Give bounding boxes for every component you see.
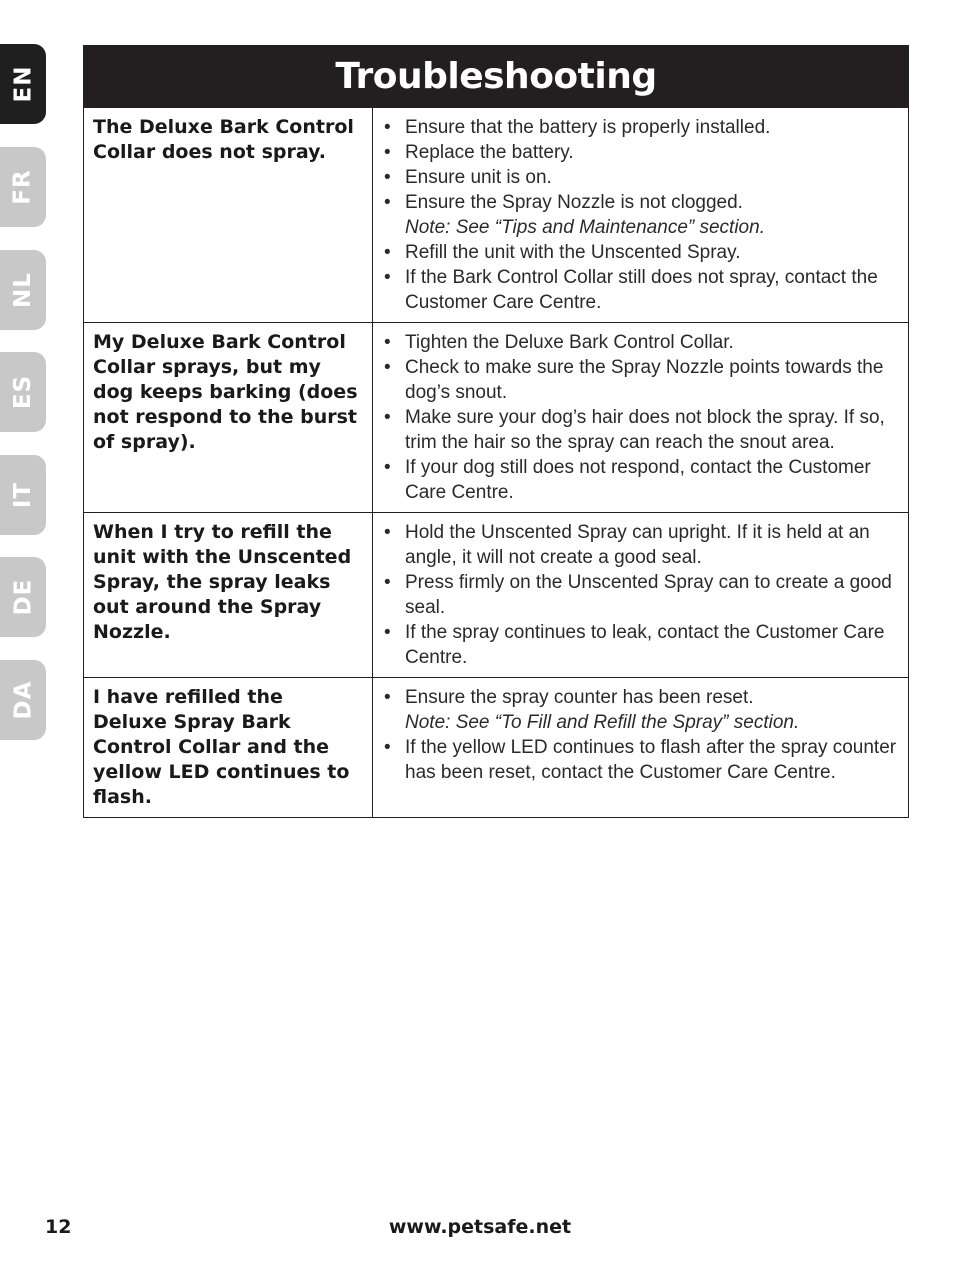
language-tab-label: EN — [10, 65, 36, 103]
solution-list — [382, 685, 899, 785]
list-item — [382, 140, 899, 165]
bullet-icon: • — [384, 267, 391, 288]
solution-text: Check to make sure the Spray Nozzle points towards the dog’s snout. — [405, 357, 884, 403]
problem-text: When I try to refill the unit with the Unscented Spray, the spray leaks out around the Spray Nozzle. — [93, 521, 352, 643]
problem-cell — [84, 678, 373, 818]
troubleshooting-table-body — [84, 108, 909, 818]
solution-text: Ensure that the battery is properly installed. — [405, 117, 771, 138]
language-tab-de[interactable] — [0, 557, 46, 637]
bullet-icon: • — [384, 167, 391, 188]
bullet-icon: • — [384, 572, 391, 593]
solution-text: Hold the Unscented Spray can upright. If it is held at an angle, it will not create a good seal. — [405, 522, 870, 568]
list-item — [382, 115, 899, 140]
list-item — [382, 570, 899, 620]
table-row — [84, 678, 909, 818]
solution-text: Press firmly on the Unscented Spray can to create a good seal. — [405, 572, 892, 618]
title-bar — [83, 45, 909, 107]
page-number: 12 — [45, 1216, 72, 1238]
bullet-icon: • — [384, 687, 391, 708]
bullet-icon: • — [384, 622, 391, 643]
list-item — [382, 685, 899, 735]
language-tab-da[interactable] — [0, 660, 46, 740]
list-item — [382, 240, 899, 265]
list-item — [382, 520, 899, 570]
troubleshooting-table — [83, 107, 909, 818]
language-tab-label: DA — [10, 680, 36, 720]
problem-text: My Deluxe Bark Control Collar sprays, but my dog keeps barking (does not respond to the burst of spray). — [93, 331, 358, 453]
solution-list — [382, 115, 899, 315]
solution-text: Ensure the spray counter has been reset. — [405, 687, 754, 708]
list-item — [382, 190, 899, 240]
solution-note: Note: See “Tips and Maintenance” section. — [405, 217, 765, 238]
solution-list — [382, 520, 899, 670]
language-tab-en[interactable] — [0, 44, 46, 124]
list-item — [382, 265, 899, 315]
list-item — [382, 355, 899, 405]
solution-list — [382, 330, 899, 505]
bullet-icon: • — [384, 357, 391, 378]
bullet-icon: • — [384, 242, 391, 263]
language-tab-label: ES — [10, 374, 36, 410]
solution-cell — [373, 108, 909, 323]
list-item — [382, 455, 899, 505]
problem-cell — [84, 323, 373, 513]
solution-text: Ensure unit is on. — [405, 167, 552, 188]
solution-cell — [373, 323, 909, 513]
solution-text: Replace the battery. — [405, 142, 574, 163]
language-tab-fr[interactable] — [0, 147, 46, 227]
bullet-icon: • — [384, 192, 391, 213]
solution-text: If your dog still does not respond, contact the Customer Care Centre. — [405, 457, 871, 503]
language-tab-label: IT — [10, 481, 36, 509]
list-item — [382, 330, 899, 355]
solution-text: Tighten the Deluxe Bark Control Collar. — [405, 332, 734, 353]
list-item — [382, 405, 899, 455]
problem-cell — [84, 108, 373, 323]
solution-text: Ensure the Spray Nozzle is not clogged. — [405, 192, 743, 213]
problem-cell — [84, 513, 373, 678]
solution-text: If the Bark Control Collar still does not spray, contact the Customer Care Centre. — [405, 267, 878, 313]
website-url: www.petsafe.net — [388, 1216, 572, 1238]
table-row — [84, 323, 909, 513]
solution-note: Note: See “To Fill and Refill the Spray” section. — [405, 712, 800, 733]
page-title: Troubleshooting — [335, 55, 657, 97]
problem-text: I have refilled the Deluxe Spray Bark Control Collar and the yellow LED continues to flash. — [93, 686, 350, 808]
solution-text: Refill the unit with the Unscented Spray. — [405, 242, 741, 263]
table-row — [84, 108, 909, 323]
solution-text: If the spray continues to leak, contact the Customer Care Centre. — [405, 622, 885, 668]
language-tab-label: NL — [10, 272, 36, 308]
bullet-icon: • — [384, 142, 391, 163]
list-item — [382, 165, 899, 190]
list-item — [382, 735, 899, 785]
language-tab-it[interactable] — [0, 455, 46, 535]
bullet-icon: • — [384, 457, 391, 478]
solution-text: Make sure your dog’s hair does not block the spray. If so, trim the hair so the spray can reach the snout area. — [405, 407, 885, 453]
language-tab-label: DE — [10, 578, 36, 616]
language-tab-label: FR — [9, 169, 36, 205]
list-item — [382, 620, 899, 670]
language-tab-nl[interactable] — [0, 250, 46, 330]
bullet-icon: • — [384, 117, 391, 138]
bullet-icon: • — [384, 737, 391, 758]
bullet-icon: • — [384, 407, 391, 428]
bullet-icon: • — [384, 522, 391, 543]
solution-cell — [373, 513, 909, 678]
solution-text: If the yellow LED continues to flash after the spray counter has been reset, contact the Customer Care Centre. — [405, 737, 897, 783]
language-tab-es[interactable] — [0, 352, 46, 432]
problem-text: The Deluxe Bark Control Collar does not spray. — [93, 116, 354, 163]
solution-cell — [373, 678, 909, 818]
table-row — [84, 513, 909, 678]
bullet-icon: • — [384, 332, 391, 353]
